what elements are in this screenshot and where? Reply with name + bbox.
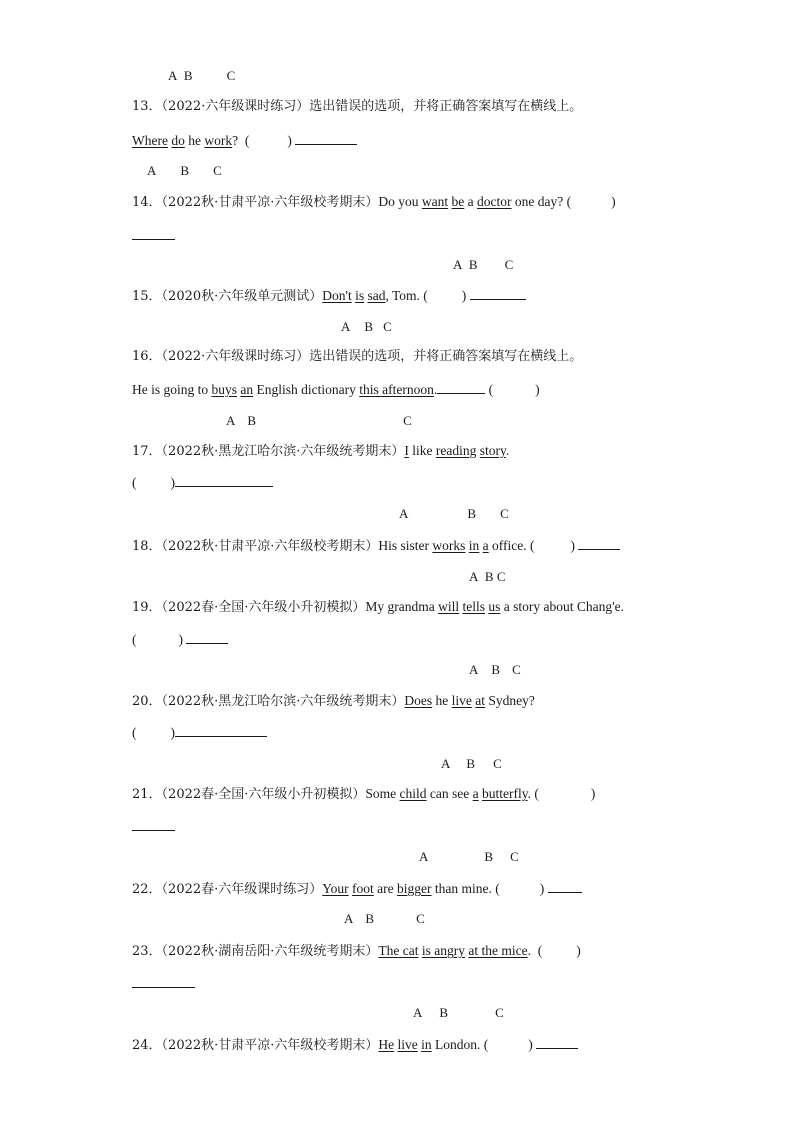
letter-b: B bbox=[484, 849, 494, 864]
sentence-text: My grandma bbox=[365, 599, 435, 614]
question-19 bbox=[132, 599, 624, 616]
sentence-text: English dictionary bbox=[256, 382, 356, 397]
sentence-text: like bbox=[412, 443, 433, 458]
question-17 bbox=[132, 443, 509, 460]
option-b: reading bbox=[435, 443, 477, 458]
letter-a: A bbox=[453, 257, 463, 272]
question-24: 24．（2022秋·甘肃平凉·六年级校考期末）He live in London. ( ) bbox=[132, 1036, 578, 1054]
letter-c: C bbox=[495, 1005, 504, 1020]
option-c: sad bbox=[367, 288, 386, 303]
option-b: in bbox=[468, 538, 480, 553]
question-source: （2022秋·黑龙江哈尔滨·六年级统考期末） bbox=[161, 444, 405, 459]
letter-c: C bbox=[500, 506, 509, 521]
letter-a: A bbox=[413, 1005, 423, 1020]
sentence-text: he bbox=[435, 693, 449, 708]
option-c: us bbox=[488, 599, 501, 614]
letter-a: A bbox=[469, 569, 479, 584]
letter-b: B bbox=[180, 163, 190, 178]
option-a: buys bbox=[211, 382, 238, 397]
question-source: （2022秋·湖南岳阳·六年级统考期末） bbox=[161, 944, 379, 959]
sentence-text: can see bbox=[429, 786, 470, 801]
question-source: （2022春·全国·六年级小升初模拟） bbox=[161, 600, 366, 615]
letter-a: A bbox=[226, 413, 236, 428]
letter-c: C bbox=[510, 849, 519, 864]
sentence-text: he bbox=[188, 133, 201, 148]
option-c: work bbox=[204, 133, 233, 148]
option-c: at bbox=[475, 693, 486, 708]
answer-blank[interactable] bbox=[132, 975, 195, 988]
answer-blank[interactable] bbox=[548, 880, 582, 893]
question-source: （2022秋·甘肃平凉·六年级校考期末） bbox=[161, 1038, 379, 1053]
answer-line: ( ) bbox=[132, 474, 273, 491]
option-b: live bbox=[397, 1037, 418, 1052]
letter-a: A bbox=[344, 911, 354, 926]
letter-c: C bbox=[416, 911, 425, 926]
question-number: 24． bbox=[132, 1038, 162, 1053]
option-letters bbox=[469, 569, 505, 585]
option-a: Don't bbox=[322, 288, 352, 303]
option-a: The cat bbox=[378, 943, 419, 958]
question-number: 22． bbox=[132, 882, 162, 897]
sentence-text: His sister bbox=[378, 538, 430, 553]
option-c: doctor bbox=[477, 194, 512, 209]
option-letters bbox=[413, 1005, 504, 1021]
sentence-text: ? bbox=[232, 133, 239, 148]
sentence-text: . bbox=[527, 786, 532, 801]
question-source: （2022春·六年级课时练习） bbox=[161, 882, 323, 897]
letter-b: B bbox=[365, 911, 375, 926]
letter-a: A bbox=[341, 319, 351, 334]
question-instruction: 选出错误的选项，并将正确答案填写在横线上。 bbox=[309, 349, 583, 364]
letter-b: B bbox=[364, 319, 374, 334]
option-a: I bbox=[404, 443, 409, 458]
letter-b: B bbox=[468, 257, 478, 272]
sentence-text: office. bbox=[492, 538, 527, 553]
answer-blank[interactable] bbox=[175, 724, 267, 737]
option-a: child bbox=[399, 786, 427, 801]
question-13-sentence: Where do he work? ( ) bbox=[132, 132, 357, 149]
letter-b: B bbox=[491, 662, 501, 677]
question-number: 20． bbox=[132, 694, 162, 709]
option-b: tells bbox=[462, 599, 486, 614]
answer-blank[interactable] bbox=[186, 631, 228, 644]
option-letters bbox=[469, 662, 521, 678]
option-letters bbox=[341, 319, 392, 335]
answer-blank[interactable] bbox=[295, 132, 357, 145]
option-c: this afternoon bbox=[359, 382, 434, 397]
letter-a: A bbox=[168, 68, 178, 83]
letter-c: C bbox=[383, 319, 392, 334]
question-number: 14． bbox=[132, 195, 162, 210]
question-source: （2022·六年级课时练习） bbox=[161, 99, 310, 114]
question-number: 15． bbox=[132, 289, 162, 304]
answer-line bbox=[132, 975, 195, 993]
option-c: bigger bbox=[397, 881, 432, 896]
answer-blank[interactable] bbox=[132, 227, 175, 240]
letter-b: B bbox=[484, 569, 494, 584]
letter-b: B bbox=[467, 506, 477, 521]
question-16-header bbox=[132, 349, 582, 365]
sentence-text: Some bbox=[365, 786, 397, 801]
letter-c: C bbox=[493, 756, 502, 771]
option-b: a bbox=[472, 786, 479, 801]
letter-a: A bbox=[419, 849, 429, 864]
option-c: in bbox=[421, 1037, 432, 1052]
letter-b: B bbox=[247, 413, 257, 428]
answer-line bbox=[132, 227, 175, 245]
option-a: Your bbox=[322, 881, 349, 896]
question-source: （2022秋·甘肃平凉·六年级校考期末） bbox=[161, 195, 379, 210]
question-number: 16． bbox=[132, 349, 162, 364]
option-a: Where bbox=[132, 133, 168, 148]
answer-blank[interactable] bbox=[578, 537, 620, 550]
sentence-text: a story about Chang'e. bbox=[503, 599, 624, 614]
sentence-text: . bbox=[505, 443, 510, 458]
question-number: 19． bbox=[132, 600, 162, 615]
question-23: 23．（2022秋·湖南岳阳·六年级统考期末）The cat is angry at the mice. ( ) bbox=[132, 943, 581, 959]
answer-line bbox=[132, 818, 175, 836]
sentence-text: London. bbox=[435, 1037, 481, 1052]
question-15: 15．（2020秋·六年级单元测试）Don't is sad, Tom. ( ) bbox=[132, 287, 526, 305]
question-source: （2020秋·六年级单元测试） bbox=[161, 289, 323, 304]
question-22: 22．（2022春·六年级课时练习）Your foot are bigger than mine. ( ) bbox=[132, 880, 582, 898]
question-14: 14．（2022秋·甘肃平凉·六年级校考期末）Do you want be a doctor one day? ( ) bbox=[132, 194, 616, 210]
option-b: is bbox=[355, 288, 365, 303]
option-c: story bbox=[479, 443, 506, 458]
question-source: （2022春·全国·六年级小升初模拟） bbox=[161, 787, 366, 802]
sentence-text: than mine. bbox=[434, 881, 492, 896]
option-letters bbox=[344, 911, 425, 927]
option-a: Does bbox=[404, 693, 433, 708]
sentence-text: a bbox=[467, 194, 474, 209]
question-number: 13． bbox=[132, 99, 162, 114]
question-16-sentence: He is going to buys an English dictionary this afternoon. ( ) bbox=[132, 382, 540, 397]
sentence-text: Do you bbox=[378, 194, 419, 209]
answer-blank[interactable] bbox=[175, 474, 273, 487]
answer-blank[interactable] bbox=[470, 287, 526, 300]
option-a: works bbox=[432, 538, 466, 553]
letter-a: A bbox=[147, 163, 157, 178]
sentence-text: . bbox=[527, 943, 531, 958]
question-13-header bbox=[132, 99, 582, 115]
question-21: 21．（2022春·全国·六年级小升初模拟）Some child can see a butterfly. ( ) bbox=[132, 786, 596, 802]
question-source: （2022秋·甘肃平凉·六年级校考期末） bbox=[161, 539, 379, 554]
option-letters bbox=[399, 506, 509, 522]
question-20 bbox=[132, 693, 535, 710]
option-letters bbox=[226, 413, 412, 429]
sentence-text: Sydney? bbox=[488, 693, 535, 708]
option-a: He bbox=[378, 1037, 395, 1052]
question-number: 21． bbox=[132, 787, 162, 802]
option-a: will bbox=[438, 599, 460, 614]
option-letters bbox=[147, 163, 222, 179]
question-18: 18．（2022秋·甘肃平凉·六年级校考期末）His sister works in a office. ( ) bbox=[132, 537, 620, 555]
option-b: foot bbox=[352, 881, 374, 896]
option-b: an bbox=[240, 382, 254, 397]
sentence-text: , Tom. bbox=[385, 288, 420, 303]
letter-c: C bbox=[512, 662, 521, 677]
letter-a: A bbox=[441, 756, 451, 771]
option-letters bbox=[419, 849, 519, 865]
letter-c: C bbox=[504, 257, 514, 272]
letter-a: A bbox=[469, 662, 479, 677]
letter-b: B bbox=[183, 68, 193, 83]
answer-blank[interactable] bbox=[437, 381, 485, 394]
letter-c: C bbox=[496, 569, 506, 584]
question-source: （2022秋·黑龙江哈尔滨·六年级统考期末） bbox=[161, 694, 405, 709]
option-b: be bbox=[451, 194, 465, 209]
option-b: do bbox=[171, 133, 185, 148]
letter-b: B bbox=[466, 756, 476, 771]
letter-c: C bbox=[403, 413, 412, 428]
question-number: 18． bbox=[132, 539, 162, 554]
option-letters bbox=[453, 257, 513, 273]
question-source: （2022·六年级课时练习） bbox=[161, 349, 310, 364]
sentence-text: . bbox=[433, 382, 438, 397]
option-b: live bbox=[451, 693, 472, 708]
letter-c: C bbox=[226, 68, 236, 83]
option-a: want bbox=[421, 194, 449, 209]
option-c: a bbox=[482, 538, 489, 553]
option-b: is angry bbox=[421, 943, 466, 958]
option-letters bbox=[441, 756, 502, 772]
sentence-text: are bbox=[377, 881, 394, 896]
option-letters bbox=[168, 68, 235, 84]
letter-c: C bbox=[213, 163, 222, 178]
question-number: 23． bbox=[132, 944, 162, 959]
answer-line: ( ) bbox=[132, 631, 228, 648]
answer-blank[interactable] bbox=[132, 818, 175, 831]
answer-line: ( ) bbox=[132, 724, 267, 741]
answer-blank[interactable] bbox=[536, 1036, 578, 1049]
letter-a: A bbox=[399, 506, 409, 521]
question-number: 17． bbox=[132, 444, 162, 459]
letter-b: B bbox=[439, 1005, 449, 1020]
question-instruction: 选出错误的选项，并将正确答案填写在横线上。 bbox=[309, 99, 583, 114]
option-c: at the mice bbox=[468, 943, 528, 958]
option-c: butterfly bbox=[482, 786, 528, 801]
sentence-text: He is going to bbox=[132, 382, 209, 397]
sentence-text: one day? bbox=[514, 194, 564, 209]
